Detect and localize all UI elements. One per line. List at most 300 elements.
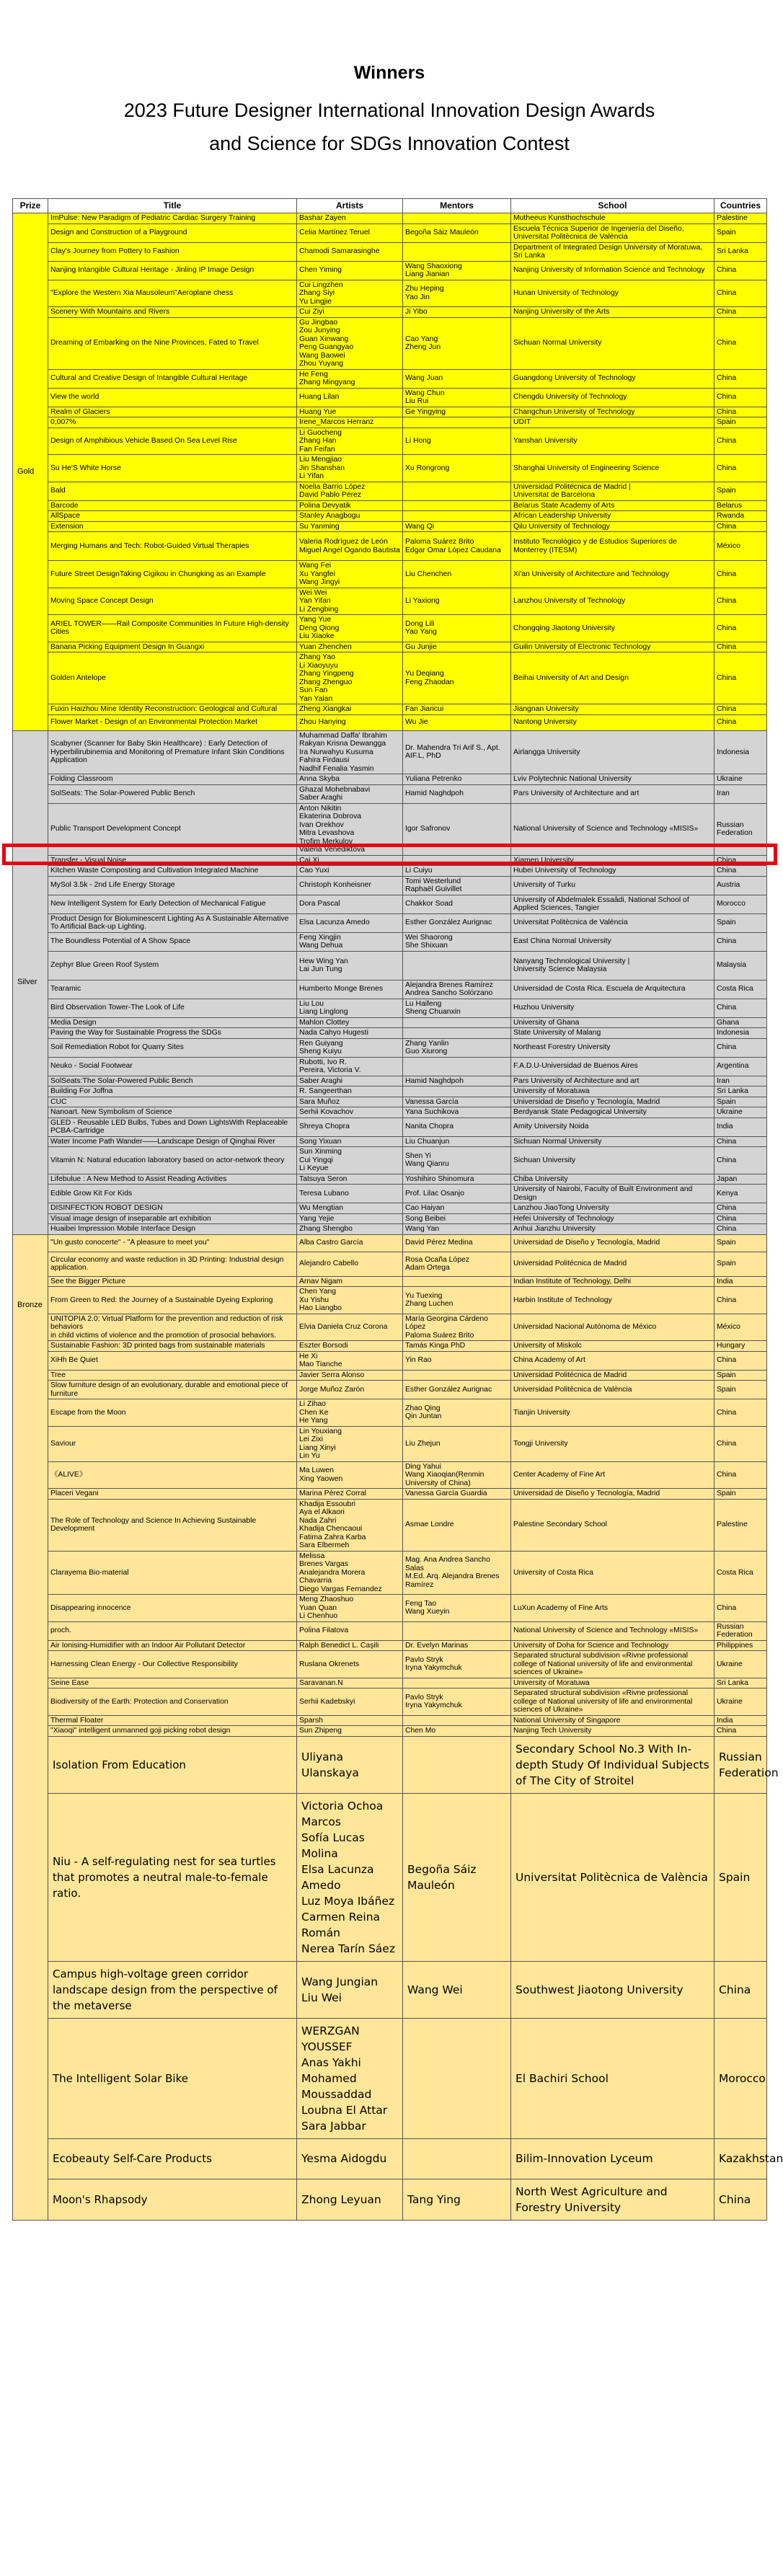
table-row [13, 388, 767, 407]
table-row [13, 2018, 767, 2138]
country-cell: Costa Rica [715, 1551, 767, 1595]
school-cell: Huzhou University [511, 999, 715, 1017]
table-row [13, 1276, 767, 1287]
mentors-cell: Hamid Naghdpoh [403, 1076, 511, 1086]
country-cell: China [715, 1224, 767, 1235]
mentors-cell [403, 1370, 511, 1381]
mentors-cell: Li Yaxiong [403, 588, 511, 615]
school-cell: LuXun Academy of Fine Arts [511, 1595, 715, 1622]
title-cell: CUC [48, 1097, 297, 1107]
artists-cell: Cui Ziyi [297, 307, 403, 318]
title-cell: The Role of Technology and Science In Achieving Sustainable Development [48, 1499, 297, 1551]
artists-cell: Shreya Chopra [297, 1117, 403, 1136]
country-cell: Ukraine [715, 1688, 767, 1716]
school-cell: Airlangga University [511, 730, 715, 774]
title-cell: Merging Humans and Tech: Robot-Guided Virtual Therapies [48, 532, 297, 561]
school-cell: Harbin Institute of Technology [511, 1287, 715, 1314]
title-cell: Zephyr Blue Green Roof System [48, 951, 297, 980]
country-cell: China [715, 1399, 767, 1427]
school-cell: Belarus State Academy of Arts [511, 500, 715, 511]
table-row [13, 511, 767, 522]
school-cell: Tianjin University [511, 1399, 715, 1427]
artists-cell: Valeria Rodríguez de León Miguel Angel Ogando Bautista [297, 532, 403, 561]
title-cell: Harnessing Clean Energy - Our Collective Responsibility [48, 1651, 297, 1678]
country-cell: Russian Federation [715, 1736, 767, 1793]
school-cell: Qilu University of Technology [511, 521, 715, 532]
school-cell: Secondary School No.3 With In-depth Study Of Individual Subjects of The City of Stroitel [511, 1736, 715, 1793]
country-cell: Belarus [715, 500, 767, 511]
country-cell: Costa Rica [715, 980, 767, 999]
mentors-cell: Esther González Aurignac [403, 913, 511, 932]
country-cell: China [715, 615, 767, 642]
artists-cell: Cai Xi [297, 855, 403, 866]
school-cell: Separated structural subdivision «Rivne professional college of National university of life and environmental sciences of Ukraine» [511, 1651, 715, 1678]
artists-cell: Ma Luwen Xing Yaowen [297, 1461, 403, 1489]
mentors-cell [403, 1736, 511, 1793]
artists-cell: Ren Guiyang Sheng Kuiyu [297, 1038, 403, 1057]
school-cell: Universitat Politècnica de València [511, 913, 715, 932]
title-cell: SolSeats: The Solar-Powered Public Bench [48, 784, 297, 803]
mentors-cell: Wu Jie [403, 714, 511, 730]
artists-cell: Wang Jungian Liu Wei [297, 1961, 403, 2018]
mentors-cell: Feng Tao Wang Xueyin [403, 1595, 511, 1622]
mentors-cell: Yoshihiro Shinomura [403, 1174, 511, 1185]
artists-cell: Li Zihao Chen Ke He Yang [297, 1399, 403, 1427]
mentors-cell: Yin Rao [403, 1351, 511, 1370]
title-cell: Moving Space Concept Design [48, 588, 297, 615]
school-cell: Lanzhou JiaoTong University [511, 1203, 715, 1214]
artists-cell: Anna Skyba [297, 774, 403, 785]
title-cell: DISINFECTION ROBOT DESIGN [48, 1203, 297, 1214]
title-cell: Seine Ease [48, 1678, 297, 1688]
artists-cell: Liu Lou Liang Linglong [297, 999, 403, 1017]
title-cell: Su He'S White Horse [48, 455, 297, 482]
header-title: Title [48, 199, 297, 213]
title-cell: "Xiaoqi" intelligent unmanned goji picking robot design [48, 1726, 297, 1737]
school-cell: Universidad Politècnica de València [511, 1381, 715, 1399]
table-row [13, 855, 767, 866]
country-cell: China [715, 652, 767, 704]
school-cell: Anhui Jianzhu University [511, 1224, 715, 1235]
title-cell: Clarayema Bio-material [48, 1551, 297, 1595]
table-row [13, 1595, 767, 1622]
school-cell: Chengdu University of Technology [511, 388, 715, 407]
artists-cell: He Feng Zhang Mingyang [297, 369, 403, 388]
artists-cell: Teresa Lubano [297, 1185, 403, 1203]
country-cell: Spain [715, 417, 767, 428]
title-cell: Golden Antelope [48, 652, 297, 704]
title-cell: Disappearing innocence [48, 1595, 297, 1622]
artists-cell: Tatsuya Seron [297, 1174, 403, 1185]
mentors-cell: Chakkor Soad [403, 895, 511, 913]
artists-cell: Javier Serra Alonso [297, 1370, 403, 1381]
country-cell: Palestine [715, 213, 767, 224]
country-cell: Spain [715, 1097, 767, 1107]
title-cell: The Boundless Potential of A Show Space [48, 932, 297, 951]
school-cell: Northeast Forestry University [511, 1038, 715, 1057]
country-cell: Iran [715, 784, 767, 803]
table-row [13, 803, 767, 855]
school-cell: Escuela Técnica Superior de Ingeniería del Diseño, Universitat Politècnica de València [511, 223, 715, 242]
mentors-cell: Wang Qi [403, 521, 511, 532]
table-row [13, 521, 767, 532]
mentors-cell: Vanessa García Guardia [403, 1489, 511, 1500]
artists-cell: Ralph Benedict L. Caşili [297, 1640, 403, 1651]
school-cell: Instituto Tecnológico y de Estudios Superiores de Monterrey (ITESM) [511, 532, 715, 561]
country-cell: China [715, 866, 767, 877]
mentors-cell: Rosa Ocaña López Adam Ortega [403, 1252, 511, 1276]
artists-cell: Yang Yue Deng Qiong Liu Xiaoke [297, 615, 403, 642]
artists-cell: Alba Castro García [297, 1234, 403, 1252]
title-cell: Moon's Rhapsody [48, 2179, 297, 2220]
mentors-cell: Yu Deqiang Feng Zhaodan [403, 652, 511, 704]
artists-cell: Melissa Brenes Vargas Analejandra Morera Chavarria Diego Vargas Fernandez [297, 1551, 403, 1595]
table-row [13, 1174, 767, 1185]
mentors-cell [403, 213, 511, 224]
country-cell: China [715, 855, 767, 866]
artists-cell: Noelia Barrio López David Pablo Pérez [297, 482, 403, 500]
title-cell: SolSeats:The Solar-Powered Public Bench [48, 1076, 297, 1086]
title-cell: ImPulse: New Paradigm of Pediatric Cardiac Surgery Training [48, 213, 297, 224]
school-cell: National University of Singapore [511, 1715, 715, 1726]
artists-cell: Polina Devyatik [297, 500, 403, 511]
school-cell: University of Doha for Science and Technology [511, 1640, 715, 1651]
artists-cell: Serhii Kovachov [297, 1107, 403, 1118]
school-cell: El Bachiri School [511, 2018, 715, 2138]
country-cell: Russian Federation [715, 803, 767, 855]
country-cell: Japan [715, 1174, 767, 1185]
mentors-cell [403, 1276, 511, 1287]
artists-cell: Sun Xinming Cui Yingqi Li Keyue [297, 1147, 403, 1174]
country-cell: China [715, 2179, 767, 2220]
artists-cell: Saber Araghi [297, 1076, 403, 1086]
table-row [13, 428, 767, 455]
school-cell: Pars University of Architecture and art [511, 1076, 715, 1086]
table-row [13, 1370, 767, 1381]
country-cell: Indonesia [715, 730, 767, 774]
mentors-cell [403, 511, 511, 522]
table-row [13, 223, 767, 242]
school-cell: Universidad Politécnica de Madrid | Universitat de Barcelona [511, 482, 715, 500]
country-cell: Rwanda [715, 511, 767, 522]
title-cell: Water Income Path Wander——Landscape Design of Qinghai River [48, 1136, 297, 1147]
title-cell: AllSpace [48, 511, 297, 522]
school-cell: F.A.D.U-Universidad de Buenos Aires [511, 1057, 715, 1076]
table-row [13, 1726, 767, 1737]
table-row [13, 1224, 767, 1235]
table-row [13, 913, 767, 932]
title-cell: Edible Grow Kit For Kids [48, 1185, 297, 1203]
country-cell: Sri Lanka [715, 1678, 767, 1688]
mentors-cell: Li Hong [403, 428, 511, 455]
artists-cell: Yang Yejie [297, 1213, 403, 1224]
country-cell: Argentina [715, 1057, 767, 1076]
school-cell: Center Academy of Fine Art [511, 1461, 715, 1489]
school-cell: Southwest Jiaotong University [511, 1961, 715, 2018]
header-countries: Countries [715, 199, 767, 213]
mentors-cell: Hamid Naghdpoh [403, 784, 511, 803]
title-cell: Building For Joffna [48, 1086, 297, 1097]
school-cell: Guangdong University of Technology [511, 369, 715, 388]
school-cell: Indian Institute of Technology, Delhi [511, 1276, 715, 1287]
country-cell: Iran [715, 1076, 767, 1086]
title-cell: Visual image design of inseparable art exhibition [48, 1213, 297, 1224]
table-row [13, 1213, 767, 1224]
title-cell: From Green to Red: the Journey of a Sustainable Dyeing Exploring [48, 1287, 297, 1314]
title-cell: Public Transport Development Concept [48, 803, 297, 855]
country-cell: Spain [715, 482, 767, 500]
country-cell: China [715, 1461, 767, 1489]
table-row [13, 1499, 767, 1551]
school-cell: University of Costa Rica [511, 1551, 715, 1595]
table-row [13, 1028, 767, 1039]
winners-table-wrapper [12, 198, 783, 2221]
title-cell: Saviour [48, 1426, 297, 1461]
table-row [13, 1551, 767, 1595]
artists-cell: Humberto Monge Brenes [297, 980, 403, 999]
school-cell: Bilim-Innovation Lyceum [511, 2138, 715, 2179]
artists-cell: Ghazal Mohebnabavi Saber Araghi [297, 784, 403, 803]
artists-cell: Mahlon Clottey [297, 1017, 403, 1028]
school-cell: Nanjing University of Information Science and Technology [511, 261, 715, 280]
page-title: Winners [353, 63, 425, 83]
table-row [13, 561, 767, 588]
header-prize: Prize [13, 199, 48, 213]
country-cell: India [715, 1715, 767, 1726]
artists-cell: Eszter Borsodi [297, 1341, 403, 1352]
artists-cell: Marina Pérez Corral [297, 1489, 403, 1500]
mentors-cell: Chen Mo [403, 1726, 511, 1737]
table-row [13, 500, 767, 511]
artists-cell: Huang Lilan [297, 388, 403, 407]
school-cell: Nanjing University of the Arts [511, 307, 715, 318]
school-cell: Nantong University [511, 714, 715, 730]
mentors-cell: Yana Suchikova [403, 1107, 511, 1118]
table-row [13, 1688, 767, 1716]
school-cell: Nanyang Technological University | University Science Malaysia [511, 951, 715, 980]
country-cell: Spain [715, 913, 767, 932]
title-cell: Scenery With Mountains and Rivers [48, 307, 297, 318]
title-cell: Barcode [48, 500, 297, 511]
title-cell: Nanoart. New Symbolism of Science [48, 1107, 297, 1118]
country-cell: Palestine [715, 1499, 767, 1551]
mentors-cell: Zhu Heping Yao Jin [403, 280, 511, 307]
table-row [13, 1252, 767, 1276]
title-cell: Transfer - Visual Noise [48, 855, 297, 866]
artists-cell: Celia Martínez Teruel [297, 223, 403, 242]
mentors-cell: Asmae Londre [403, 1499, 511, 1551]
table-row [13, 1117, 767, 1136]
mentors-cell: Cao Haiyan [403, 1203, 511, 1214]
title-cell: Kitchen Waste Composting and Cultivation Integrated Machine [48, 866, 297, 877]
table-row [13, 1057, 767, 1076]
mentors-cell: Begoña Sáiz Mauleón [403, 1793, 511, 1961]
school-cell: Changchun University of Technology [511, 407, 715, 417]
table-row [13, 2138, 767, 2179]
school-cell: Pars University of Architecture and art [511, 784, 715, 803]
mentors-cell: Alejandra Brenes Ramírez Andrea Sancho Solórzano [403, 980, 511, 999]
table-row [13, 1399, 767, 1427]
title-cell: Slow furniture design of an evolutionary, durable and emotional piece of furniture [48, 1381, 297, 1399]
header-school: School [511, 199, 715, 213]
school-cell: University of Abdelmalek Essaâdi, National School of Applied Sciences, Tangier [511, 895, 715, 913]
school-cell: Universidad Politécnica de Madrid [511, 1252, 715, 1276]
mentors-cell: Zhang Yanlin Guo Xiurong [403, 1038, 511, 1057]
table-row [13, 1793, 767, 1961]
table-header-row [13, 199, 767, 213]
mentors-cell [403, 1086, 511, 1097]
school-cell: Universidad de Diseño y Tecnología, Madrid [511, 1489, 715, 1500]
school-cell: Xi'an University of Architecture and Technology [511, 561, 715, 588]
artists-cell: Lin Youxiang Lei Zixi Liang Xinyi Lin Yu [297, 1426, 403, 1461]
school-cell: Amity University Noida [511, 1117, 715, 1136]
table-row [13, 1097, 767, 1107]
mentors-cell [403, 1028, 511, 1039]
mentors-cell: Liu Chenchen [403, 561, 511, 588]
country-cell: Indonesia [715, 1028, 767, 1039]
country-cell: China [715, 1426, 767, 1461]
title-cell: proch. [48, 1621, 297, 1640]
country-cell: Spain [715, 1489, 767, 1500]
mentors-cell: Yu Tuexing Zhang Luchen [403, 1287, 511, 1314]
country-cell: China [715, 1136, 767, 1147]
table-row [13, 369, 767, 388]
table-row [13, 1234, 767, 1252]
school-cell: University of Turku [511, 876, 715, 895]
title-cell: Realm of Glaciers [48, 407, 297, 417]
school-cell: Chongqing Jiaotong University [511, 615, 715, 642]
school-cell: Palestine Secondary School [511, 1499, 715, 1551]
title-cell: Nanjing Intangible Cultural Heritage - Jinling IP Image Design [48, 261, 297, 280]
mentors-cell [403, 1621, 511, 1640]
country-cell: China [715, 999, 767, 1017]
country-cell: Russian Federation [715, 1621, 767, 1640]
title-cell: Thermal Floater [48, 1715, 297, 1726]
school-cell: Sichuan Normal University [511, 1136, 715, 1147]
title-cell: Isolation From Education [48, 1736, 297, 1793]
school-cell: University of Ghana [511, 1017, 715, 1028]
artists-cell: Zhou Hanying [297, 714, 403, 730]
mentors-cell: Pavlo Stryk Iryna Yakymchuk [403, 1688, 511, 1716]
mentors-cell [403, 242, 511, 261]
country-cell: China [715, 704, 767, 715]
school-cell: Sichuan Normal University [511, 317, 715, 369]
country-cell: Morocco [715, 895, 767, 913]
artists-cell: Gu Jingbao Zou Junying Guan Xinwang Peng Guangyao Wang Baowei Zhou Yuyang [297, 317, 403, 369]
table-row [13, 932, 767, 951]
country-cell: China [715, 1287, 767, 1314]
table-row [13, 482, 767, 500]
table-row [13, 1086, 767, 1097]
mentors-cell: Mag. Ana Andrea Sancho Salas M.Ed. Arq. Alejandra Brenes Ramírez [403, 1551, 511, 1595]
title-cell: Soil Remediation Robot for Quarry Sites [48, 1038, 297, 1057]
title-cell: 0,007% [48, 417, 297, 428]
mentors-cell: David Pérez Medina [403, 1234, 511, 1252]
country-cell: Spain [715, 223, 767, 242]
title-cell: Product Design for Bioluminescent Lighting As A Sustainable Alternative To Artificial Back-up Lighting. [48, 913, 297, 932]
country-cell: Ukraine [715, 1107, 767, 1118]
artists-cell: Muhammad Daffa' Ibrahim Rakyan Krisna Dewangga Ira Nurwahyu Kusuma Fahira Firdausi Nadhif Fenalia Yasmin [297, 730, 403, 774]
table-row [13, 1038, 767, 1057]
prize-cell: Bronze [13, 1234, 48, 2220]
mentors-cell: Fan Jiancui [403, 704, 511, 715]
country-cell: China [715, 1147, 767, 1174]
title-cell: Extension [48, 521, 297, 532]
artists-cell: Bashar Zayen [297, 213, 403, 224]
table-row [13, 951, 767, 980]
artists-cell: Khadija Essoubri Aya el Alkaori Nada Zahri Khadija Chencaoui Fatima Zahra Karba Sara Elbermeh [297, 1499, 403, 1551]
mentors-cell: Nanita Chopra [403, 1117, 511, 1136]
mentors-cell: Esther González Aurignac [403, 1381, 511, 1399]
mentors-cell: Li Cuiyu [403, 866, 511, 877]
country-cell: China [715, 1351, 767, 1370]
artists-cell: Li Guocheng Zhang Han Fan Feifan [297, 428, 403, 455]
mentors-cell: Wang Chun Liu Rui [403, 388, 511, 407]
title-cell: MySol 3.5k - 2nd Life Energy Storage [48, 876, 297, 895]
mentors-cell [403, 1057, 511, 1076]
country-cell: Spain [715, 1381, 767, 1399]
title-cell: Niu - A self-regulating nest for sea turtles that promotes a neutral male-to-female ratio. [48, 1793, 297, 1961]
school-cell: Universidad Politécnica de Madrid [511, 1370, 715, 1381]
table-row [13, 407, 767, 417]
country-cell: Kenya [715, 1185, 767, 1203]
title-cell: Circular economy and waste reduction in 3D Printing: Industrial design application. [48, 1252, 297, 1276]
table-row [13, 261, 767, 280]
mentors-cell [403, 2138, 511, 2179]
title-cell: Sustainable Fashion: 3D printed bags from sustainable materials [48, 1341, 297, 1352]
artists-cell: Chen Yang Xu Yishu Hao Liangbo [297, 1287, 403, 1314]
title-cell: Campus high-voltage green corridor landscape design from the perspective of the metaverse [48, 1961, 297, 2018]
artists-cell: Hew Wing Yan Lai Jun Tung [297, 951, 403, 980]
mentors-cell: Paloma Suárez Brito Edgar Omar López Caudana [403, 532, 511, 561]
country-cell: China [715, 1203, 767, 1214]
title-cell: Clay's Journey from Pottery to Fashion [48, 242, 297, 261]
table-row [13, 784, 767, 803]
artists-cell: Zhang Yao Li Xiaoyuyu Zhang Yingpeng Zhang Zhenguo Sun Fan Yan Yalan [297, 652, 403, 704]
mentors-cell: Tang Ying [403, 2179, 511, 2220]
table-row [13, 895, 767, 913]
artists-cell: Meng Zhaoshuo Yuan Quan Li Chenhuo [297, 1595, 403, 1622]
table-row [13, 714, 767, 730]
mentors-cell: Igor Safronov [403, 803, 511, 855]
country-cell: China [715, 714, 767, 730]
table-row [13, 1341, 767, 1352]
mentors-cell: María Georgina Cárdeno López Paloma Suárez Brito [403, 1314, 511, 1341]
title-cell: XiHh Be Quiet [48, 1351, 297, 1370]
country-cell: China [715, 1595, 767, 1622]
artists-cell: Zhang Shengbo [297, 1224, 403, 1235]
school-cell: Universidad Nacional Autónoma de México [511, 1314, 715, 1341]
table-row [13, 1076, 767, 1086]
table-row [13, 1203, 767, 1214]
mentors-cell: Dr. Evelyn Marinas [403, 1640, 511, 1651]
artists-cell: Song Yixuan [297, 1136, 403, 1147]
mentors-cell: Ji Yibo [403, 307, 511, 318]
school-cell: State University of Malang [511, 1028, 715, 1039]
country-cell: China [715, 369, 767, 388]
mentors-cell [403, 2018, 511, 2138]
title-cell: Dreaming of Embarking on the Nine Provinces, Fated to Travel [48, 317, 297, 369]
school-cell: University of Moratuwa [511, 1678, 715, 1688]
mentors-cell: Liu Chuanjun [403, 1136, 511, 1147]
mentors-cell [403, 482, 511, 500]
title-cell: Design of Amphibious Vehicle Based On Sea Level Rise [48, 428, 297, 455]
table-row [13, 876, 767, 895]
artists-cell: Jorge Muñoz Zarón [297, 1381, 403, 1399]
table-row [13, 417, 767, 428]
country-cell: Malaysia [715, 951, 767, 980]
table-row [13, 1381, 767, 1399]
